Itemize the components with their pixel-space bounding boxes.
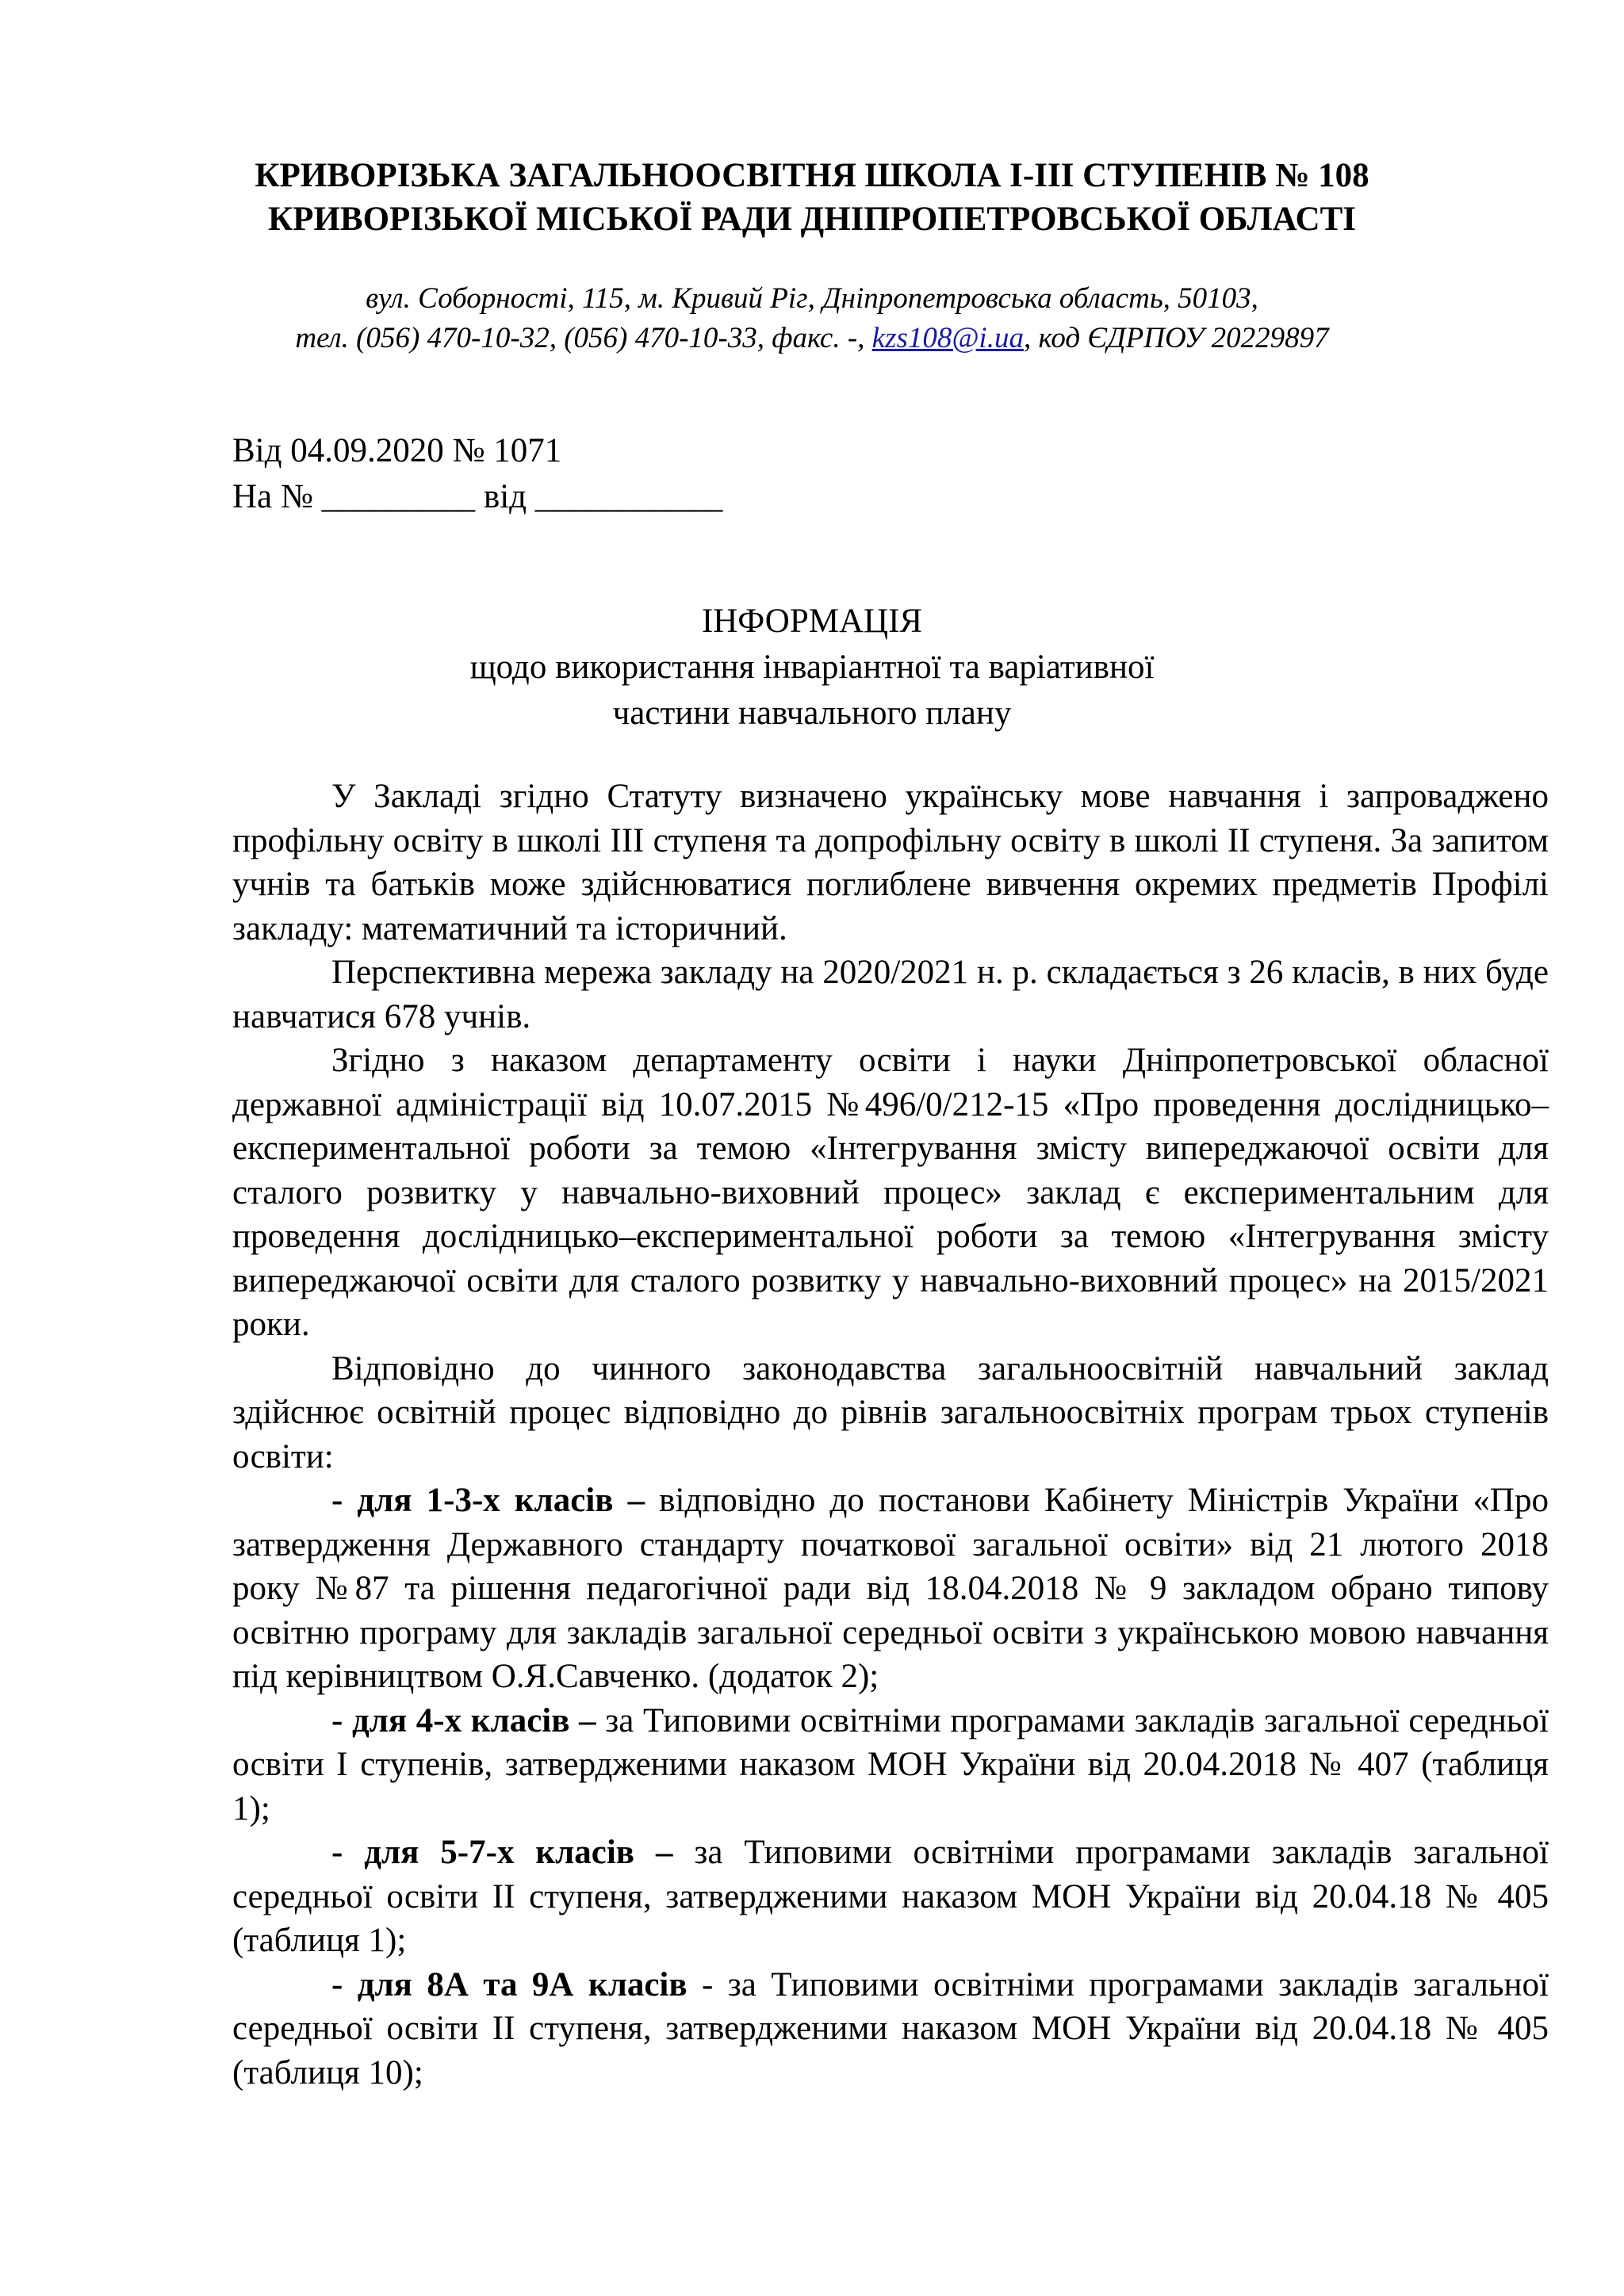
document-title [0,599,1624,737]
letterhead [0,154,1624,241]
school-address [0,279,1624,358]
list-item-label: - для 1-3-х класів – [331,1482,645,1519]
school-name-line-2: КРИВОРІЗЬКОЇ МІСЬКОЇ РАДИ ДНІПРОПЕТРОВСЬКОЇ ОБЛАСТІ [268,201,1356,238]
email-link[interactable]: kzs108@i.ua [871,322,1024,354]
list-item [232,1479,1549,1699]
address-line-1: вул. Соборності, 115, м. Кривий Ріг, Дніпропетровська область, 50103, [366,282,1258,315]
document-number-line: Від 04.09.2020 № 1071 [232,432,562,469]
contacts-text: тел. (056) 470-10-32, (056) 470-10-33, факс. -, [295,322,872,354]
paragraph-school-network: Перспективна мережа закладу на 2020/2021 н. р. складається з 26 класів, в них буде навчатися 678 учнів. [232,954,1549,1035]
document-body [232,775,1549,2095]
document-registration [232,428,722,520]
reply-reference-line: На № _________ від ___________ [232,478,723,515]
list-item-label: - для 4-х класів – [331,1701,596,1739]
list-item-text: - за Типовими освітніми програмами закладів загальної середньої освіти ІІ ступеня, затвердженими наказом МОН України від 20.04.18 № 405 (таблиця 10); [232,1965,1549,2091]
school-name-line-1: КРИВОРІЗЬКА ЗАГАЛЬНООСВІТНЯ ШКОЛА І-ІІІ СТУПЕНІВ № 108 [255,157,1369,194]
paragraph-education-levels: Відповідно до чинного законодавства загальноосвітній навчальний заклад здійснює освітній процес відповідно до рівнів загальноосвітніх програм трьох ступенів освіти: [232,1349,1549,1475]
title-subtitle-line-1: щодо використання інваріантної та варіативної [469,649,1155,686]
list-item [232,1699,1549,1831]
edrpou-code: , код ЄДРПОУ 20229897 [1023,322,1329,354]
paragraph-language-profile: У Закладі згідно Статуту визначено українську мове навчання і запроваджено профільну освіту в школі ІІІ ступеня та допрофільну освіту в школі ІІ ступеня. За запитом учнів та батьків може здійснюватися поглиблене вивчення окремих предметів Профілі закладу: математичний та історичний. [232,778,1549,947]
title-heading: ІНФОРМАЦІЯ [701,603,923,640]
title-subtitle-line-2: частини навчального плану [612,695,1012,732]
list-item-label: - для 8А та 9А класів [331,1965,688,2003]
list-item-text: за Типовими освітніми програмами закладів загальної середньої освіти ІІ ступеня, затвердженими наказом МОН України від 20.04.18 № 405 (таблиця 1); [232,1834,1549,1959]
list-item [232,1963,1549,2095]
list-item-label: - для 5-7-х класів – [331,1834,673,1871]
list-item-text: відповідно до постанови Кабінету Міністрів України «Про затвердження Державного стандарту початкової загальної освіти» від 21 лютого 2018 року №87 та рішення педагогічної ради від 18.04.2018 № 9 закладом обрано типову освітню програму для закладів загальної середньої освіти з українською мовою навчання під керівництвом О.Я.Савченко. (додаток 2); [232,1482,1549,1695]
list-item [232,1831,1549,1963]
paragraph-experimental-status: Згідно з наказом департаменту освіти і науки Дніпропетровської обласної державної адміністрації від 10.07.2015 №496/0/212-15 «Про проведення дослідницько–експериментальної роботи за темою «Інтегрування змісту випереджаючої освіти для сталого розвитку у навчально-виховний процес» заклад є експериментальним для проведення дослідницько–експериментальної роботи за темою «Інтегрування змісту випереджаючої освіти для сталого розвитку у навчально-виховний процес» на 2015/2021 роки. [232,1042,1549,1343]
address-line-2 [0,319,1624,358]
list-item-text: за Типовими освітніми програмами закладів загальної середньої освіти І ступенів, затвердженими наказом МОН України від 20.04.2018 № 407 (таблиця 1); [232,1701,1549,1827]
